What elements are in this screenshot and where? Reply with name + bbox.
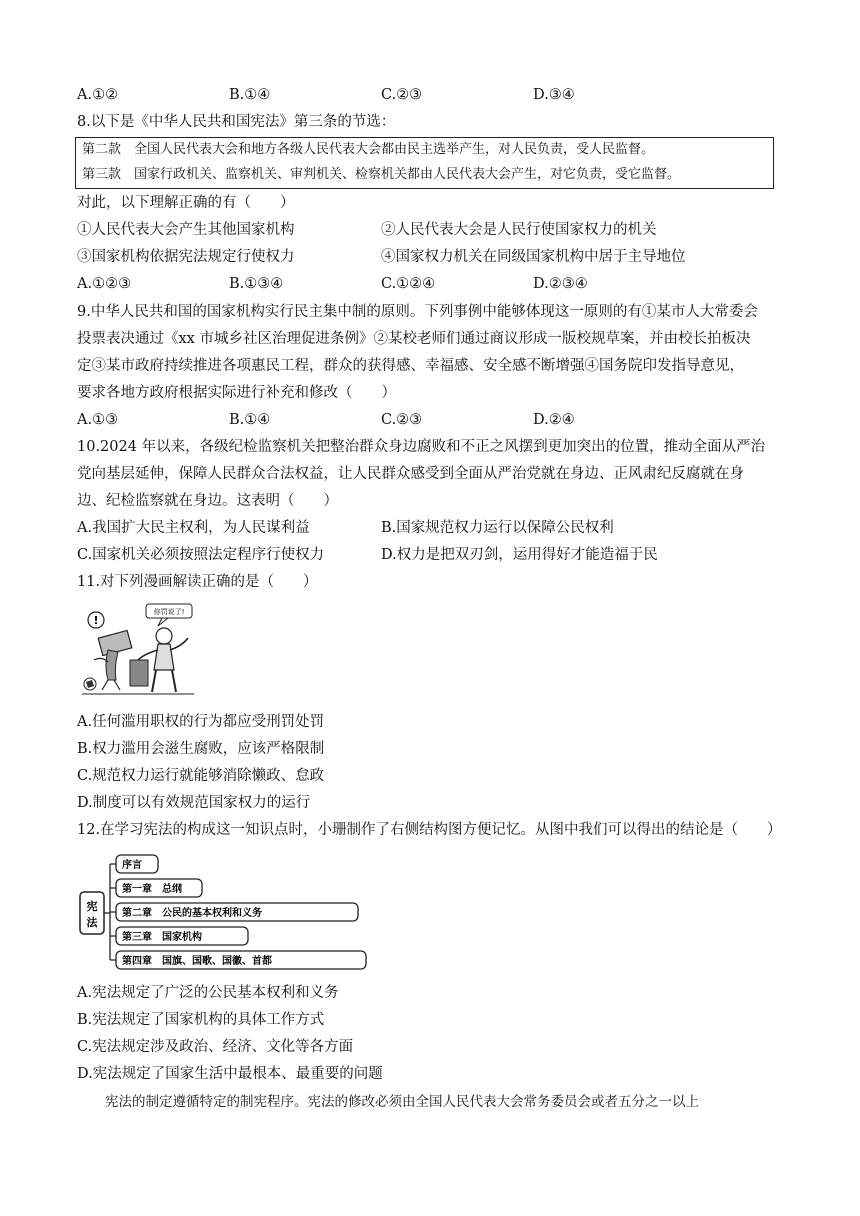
- diagram-root-char-1: 宪: [86, 900, 98, 913]
- q8-statements-row-2: [77, 247, 777, 267]
- q9-line-3: 定③某市政府持续推进各项惠民工程，群众的获得感、幸福感、安全感不断增强④国务院印发指导意见，: [77, 358, 744, 374]
- q11-stem: 11.对下列漫画解读正确的是（ ）: [77, 574, 318, 590]
- constitution-excerpt-box: [75, 137, 774, 189]
- option-c: C.②③: [381, 412, 423, 428]
- option-b: B.①④: [229, 412, 271, 428]
- diagram-item-chapter-2: 第二章 公民的基本权利和义务: [122, 908, 262, 919]
- q12-option-d: D.宪法规定了国家生活中最根本、最重要的问题: [77, 1066, 383, 1082]
- cartoon-bubble-text: 你罚说了!: [153, 608, 185, 616]
- svg-text:!: !: [93, 614, 99, 627]
- cartoon-illustration: [78, 600, 198, 698]
- statement-3: ③国家机构依据宪法规定行使权力: [77, 249, 295, 265]
- q8-statements-row-1: [77, 220, 777, 240]
- q9-line-4: 要求各地方政府根据实际进行补充和修改（ ）: [77, 385, 396, 401]
- diagram-item-chapter-3: 第三章 国家机构: [122, 932, 202, 943]
- q10-options-row-1: [77, 518, 777, 538]
- statement-2: ②人民代表大会是人民行使国家权力的机关: [381, 222, 657, 238]
- q8-stem: 8.以下是《中华人民共和国宪法》第三条的节选：: [77, 114, 396, 130]
- q7-options: [77, 85, 777, 105]
- option-d: D.②④: [533, 412, 575, 428]
- q9-line-1: 9.中华人民共和国的国家机构实行民主集中制的原则。下列事例中能够体现这一原则的有①某市人大常委会: [77, 304, 758, 320]
- q12-option-c: C.宪法规定涉及政治、经济、文化等各方面: [77, 1039, 354, 1055]
- q8-prompt: 对此，以下理解正确的有（ ）: [77, 195, 295, 211]
- q12-option-b: B.宪法规定了国家机构的具体工作方式: [77, 1012, 325, 1028]
- statement-4: ④国家权力机关在同级国家机构中居于主导地位: [381, 249, 686, 265]
- q12-stem: 12.在学习宪法的构成这一知识点时，小珊制作了右侧结构图方便记忆。从图中我们可以得出的结论是（ ）: [77, 822, 782, 838]
- diagram-item-chapter-4: 第四章 国旗、国歌、国徽、首都: [122, 956, 272, 967]
- q12-option-a: A.宪法规定了广泛的公民基本权利和义务: [77, 985, 339, 1001]
- option-a: A.①③: [77, 412, 119, 428]
- option-d: D.权力是把双刃剑，运用得好才能造福于民: [381, 547, 658, 563]
- q11-option-a: A.任何滥用职权的行为都应受刑罚处罚: [77, 714, 325, 730]
- option-b: B.①③④: [229, 276, 284, 292]
- option-c: C.②③: [381, 87, 423, 103]
- q11-option-b: B.权力滥用会滋生腐败，应该严格限制: [77, 741, 325, 757]
- option-b: B.①④: [229, 87, 271, 103]
- q9-options: [77, 410, 777, 430]
- diagram-connectors: [104, 864, 116, 960]
- diagram-item-chapter-1: 第一章 总纲: [122, 884, 182, 895]
- q9-line-2: 投票表决通过《xx 市城乡社区治理促进条例》②某校老师们通过商议形成一版校规草案，并由校长拍板决: [77, 331, 751, 347]
- option-a: A.我国扩大民主权利，为人民谋利益: [77, 520, 310, 536]
- statement-1: ①人民代表大会产生其他国家机构: [77, 222, 295, 238]
- q8-options: [77, 274, 777, 294]
- option-b: B.国家规范权力运行以保障公民权利: [381, 520, 614, 536]
- option-c: C.国家机关必须按照法定程序行使权力: [77, 547, 325, 563]
- excerpt-clause-3: 第三款 国家行政机关、监察机关、审判机关、检察机关都由人民代表大会产生，对它负责，受它监督。: [82, 167, 681, 182]
- option-a: A.①②③: [77, 276, 132, 292]
- q10-line-1: 10.2024 年以来，各级纪检监察机关把整治群众身边腐败和不正之风摆到更加突出的位置，推动全面从严治: [77, 439, 766, 455]
- q10-line-3: 边、纪检监察就在身边。这表明（ ）: [77, 493, 338, 509]
- excerpt-clause-2: 第二款 全国人民代表大会和地方各级人民代表大会都由民主选举产生，对人民负责，受人民监督。: [82, 142, 655, 157]
- q10-line-2: 党向基层延伸，保障人民群众合法权益，让人民群众感受到全面从严治党就在身边、正风肃纪反腐就在身: [77, 466, 744, 482]
- q11-option-d: D.制度可以有效规范国家权力的运行: [77, 795, 311, 811]
- option-d: D.②③④: [533, 276, 588, 292]
- constitution-structure-diagram: [78, 852, 370, 970]
- diagram-item-preamble: 序言: [122, 860, 142, 871]
- q10-options-row-2: [77, 545, 777, 565]
- option-d: D.③④: [533, 87, 575, 103]
- q11-option-c: C.规范权力运行就能够消除懒政、怠政: [77, 768, 325, 784]
- option-c: C.①②④: [381, 276, 436, 292]
- next-section-paragraph: 宪法的制定遵循特定的制宪程序。宪法的修改必须由全国人民代表大会常务委员会或者五分之一以上: [105, 1094, 699, 1110]
- option-a: A.①②: [77, 87, 119, 103]
- diagram-root-char-2: 法: [86, 916, 98, 929]
